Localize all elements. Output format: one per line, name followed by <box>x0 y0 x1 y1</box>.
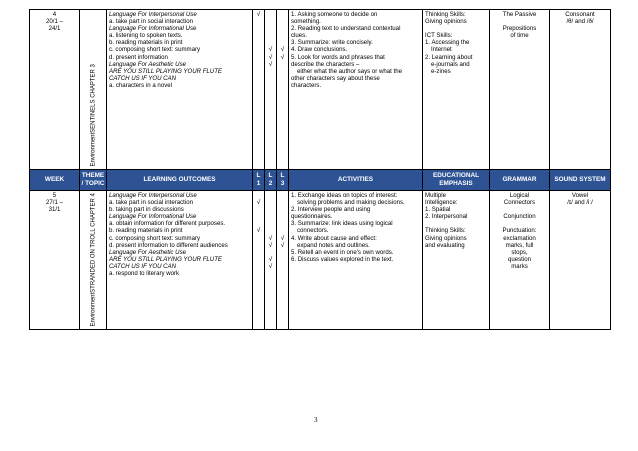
l2-cell <box>265 10 277 170</box>
grammar-line: Conjunction <box>503 213 536 221</box>
tick-mark <box>279 220 286 227</box>
tick-mark <box>255 54 262 61</box>
outcome-line: b. reading materials in print <box>109 39 183 47</box>
outcome-line: Language For Interpersonal Use <box>109 11 197 18</box>
l2-cell <box>265 191 277 330</box>
sound-cell <box>550 10 611 170</box>
outcome-line: a. take part in social interaction <box>109 18 194 26</box>
l3-cell <box>277 10 289 170</box>
header-outcomes: LEARNING OUTCOMES <box>107 170 253 191</box>
tick-mark <box>279 61 286 68</box>
emphasis-line: 1. Spatial <box>425 206 451 214</box>
outcome-line: CATCH US IF YOU CAN <box>109 74 177 82</box>
tick-mark <box>267 82 274 89</box>
tick-mark: √ <box>268 46 273 54</box>
activities-cell <box>289 10 423 170</box>
sound-line: Vowel <box>571 192 589 199</box>
tick-mark <box>255 68 262 75</box>
tick-mark <box>255 61 262 68</box>
activity-line: 3. Summarize: link ideas using logical <box>291 220 393 228</box>
emphasis-line: Thinking Skills: <box>425 11 466 18</box>
tick-mark <box>267 220 274 227</box>
grammar-cell <box>490 191 550 330</box>
activity-line: 2. Interview people and using <box>291 206 371 214</box>
grammar-line <box>492 18 547 25</box>
tick-mark: √ <box>268 234 273 242</box>
table-row <box>30 10 611 170</box>
sound-line: /θ/ and /ð/ <box>566 18 594 26</box>
tick-mark <box>255 249 262 256</box>
learning-outcomes-cell <box>107 191 253 330</box>
tick-mark <box>255 39 262 46</box>
activity-line: 3. Summarize: write concisely. <box>291 39 373 47</box>
page-number: 3 <box>314 416 318 424</box>
tick-mark <box>279 82 286 89</box>
grammar-line: Logical <box>509 192 530 199</box>
tick-mark <box>279 270 286 277</box>
tick-mark <box>279 192 286 199</box>
tick-mark <box>267 192 274 199</box>
outcome-line: d. present information to different audiences <box>109 241 228 249</box>
header-week: WEEK <box>30 170 80 191</box>
header-emphasis: EDUCATIONAL EMPHASIS <box>423 170 490 191</box>
outcome-line: a. take part in social interaction <box>109 199 194 207</box>
tick-mark <box>267 199 274 206</box>
tick-mark <box>255 82 262 89</box>
tick-mark: √ <box>280 53 285 61</box>
tick-mark <box>279 263 286 270</box>
emphasis-line: ICT Skills: <box>425 32 453 40</box>
outcome-line: a. respond to literary work <box>109 270 180 278</box>
tick-mark <box>279 11 286 18</box>
header-row <box>30 170 611 191</box>
header-l3: L 3 <box>277 170 289 191</box>
emphasis-line: and evaluating <box>425 241 465 249</box>
tick-mark <box>267 213 274 220</box>
outcome-line: Language For Interpersonal Use <box>109 192 197 199</box>
activity-line: describe the characters – <box>291 60 360 68</box>
emphasis-line: Giving opinions <box>425 234 467 242</box>
learning-outcomes-cell <box>107 10 253 170</box>
emphasis-cell <box>423 10 490 170</box>
sound-line: Consonant <box>565 11 595 18</box>
activity-line: 2. Reading text to understand contextual <box>291 25 401 33</box>
emphasis-line: e-journals and <box>431 60 470 68</box>
activity-line: 1. Exchange ideas on topics of interest: <box>291 192 398 199</box>
outcome-line: Language For Aesthetic Use <box>109 248 187 256</box>
week-cell: 4 20/1 – 24/1 <box>30 10 80 170</box>
tick-mark <box>255 206 262 213</box>
emphasis-line: e-zines <box>431 67 451 75</box>
tick-mark <box>267 25 274 32</box>
tick-mark <box>255 213 262 220</box>
grammar-line: Connectors <box>503 199 536 207</box>
tick-mark <box>255 25 262 32</box>
emphasis-line: Internet <box>431 46 452 54</box>
emphasis-line: 1. Accessing the <box>425 39 470 47</box>
grammar-line <box>492 206 547 213</box>
tick-mark: √ <box>256 199 261 207</box>
tick-mark <box>255 32 262 39</box>
sound-line: /ɪ/ and /iː/ <box>567 199 593 207</box>
outcome-line: a. characters in a novel <box>109 81 173 89</box>
theme-vertical-text: EnvironmentSTRANDED ON TROLL CHAPTER 4 <box>90 192 97 326</box>
activity-line: 5. Look for words and phrases that <box>291 53 385 61</box>
grammar-line: of time <box>510 32 529 40</box>
tick-mark <box>279 32 286 39</box>
tick-mark <box>267 32 274 39</box>
grammar-line: Punctuation: <box>502 227 537 235</box>
tick-mark: √ <box>280 46 285 54</box>
outcome-line: ARE YOU STILL PLAYING YOUR FLUTE <box>109 67 222 75</box>
tick-mark <box>279 256 286 263</box>
outcome-line: ARE YOU STILL PLAYING YOUR FLUTE <box>109 255 222 263</box>
outcome-line: CATCH US IF YOU CAN <box>109 262 177 270</box>
tick-mark: √ <box>256 11 261 18</box>
tick-mark <box>267 249 274 256</box>
outcome-line: b. taking part in discussions <box>109 206 184 214</box>
tick-mark <box>279 25 286 32</box>
activity-line: either what the author says or what the <box>297 67 403 75</box>
emphasis-line: Multiple <box>425 192 446 199</box>
tick-mark <box>279 206 286 213</box>
activity-line: 6. Discuss values explored in the text. <box>291 255 394 263</box>
activity-line: clues. <box>291 32 307 40</box>
tick-mark <box>267 75 274 82</box>
activity-line: expand notes and outlines. <box>297 241 370 249</box>
activity-line: characters. <box>291 81 322 89</box>
tick-mark: √ <box>268 262 273 270</box>
tick-mark: √ <box>280 241 285 249</box>
sound-cell <box>550 191 611 330</box>
emphasis-line: 2. Learning about <box>425 53 473 61</box>
outcome-line: Language For Informational Use <box>109 213 197 221</box>
week-cell: 5 27/1 – 31/1 <box>30 191 80 330</box>
tick-mark <box>267 206 274 213</box>
tick-mark <box>267 270 274 277</box>
grammar-line: The Passive <box>502 11 537 18</box>
outcome-line: a. listening to spoken texts. <box>109 32 183 40</box>
grammar-cell <box>490 10 550 170</box>
grammar-line: marks, full <box>505 241 534 249</box>
tick-mark: √ <box>268 60 273 68</box>
tick-mark <box>279 68 286 75</box>
tick-mark <box>267 68 274 75</box>
l1-cell <box>253 191 265 330</box>
activity-line: 4. Write about cause and effect: <box>291 234 377 242</box>
theme-cell <box>80 191 107 330</box>
tick-mark <box>267 227 274 234</box>
tick-mark <box>279 227 286 234</box>
tick-mark <box>255 263 262 270</box>
tick-mark: √ <box>280 234 285 242</box>
tick-mark <box>279 213 286 220</box>
tick-mark <box>279 18 286 25</box>
emphasis-line: Intelligence: <box>425 199 458 207</box>
tick-mark <box>255 242 262 249</box>
tick-mark: √ <box>268 53 273 61</box>
tick-mark <box>255 235 262 242</box>
activity-line: something. <box>291 18 321 26</box>
tick-mark <box>267 18 274 25</box>
tick-mark <box>255 46 262 53</box>
grammar-line: exclamation <box>503 234 536 242</box>
tick-mark <box>279 249 286 256</box>
outcome-line: c. composing short text: summary <box>109 46 201 54</box>
emphasis-line <box>425 25 487 32</box>
scheme-of-work-table <box>29 9 611 330</box>
header-grammar: GRAMMAR <box>490 170 550 191</box>
tick-mark: √ <box>268 241 273 249</box>
header-activities: ACTIVITIES <box>289 170 423 191</box>
tick-mark <box>279 199 286 206</box>
grammar-line <box>492 220 547 227</box>
grammar-line: question <box>507 255 532 263</box>
grammar-line: Prepositions <box>502 25 537 33</box>
emphasis-line: 2. Interpersonal <box>425 213 468 221</box>
tick-mark: √ <box>256 227 261 235</box>
header-l1: L 1 <box>253 170 265 191</box>
tick-mark <box>255 18 262 25</box>
emphasis-cell <box>423 191 490 330</box>
tick-mark <box>267 11 274 18</box>
grammar-line: marks <box>511 262 528 270</box>
grammar-line: stops, <box>511 248 528 256</box>
tick-mark: √ <box>268 255 273 263</box>
activities-cell <box>289 191 423 330</box>
activity-line: 1. Asking someone to decide on <box>291 11 378 18</box>
l3-cell <box>277 191 289 330</box>
tick-mark <box>255 256 262 263</box>
activity-line: other characters say about these <box>291 74 380 82</box>
tick-mark <box>279 75 286 82</box>
tick-mark <box>255 75 262 82</box>
activity-line: solving problems and making decisions. <box>297 199 405 207</box>
header-sound: SOUND SYSTEM <box>550 170 611 191</box>
header-theme: THEME / TOPIC <box>80 170 107 191</box>
l1-cell <box>253 10 265 170</box>
activity-line: connectors. <box>297 227 329 235</box>
outcome-line: c. composing short text: summary <box>109 234 201 242</box>
outcome-line: Language For Informational Use <box>109 25 197 33</box>
emphasis-line: Giving opinions <box>425 18 467 26</box>
outcome-line: b. reading materials in print <box>109 227 183 235</box>
emphasis-line: Thinking Skills: <box>425 227 466 235</box>
theme-vertical-text: EnvironmentSENTINELS CHAPTER 3 <box>90 63 97 166</box>
outcome-line: d. present information <box>109 53 168 61</box>
outcome-line: Language For Aesthetic Use <box>109 60 187 68</box>
activity-line: 4. Draw conclusions. <box>291 46 348 54</box>
tick-mark <box>255 270 262 277</box>
table-row <box>30 191 611 330</box>
activity-line: questionnaires. <box>291 213 333 221</box>
theme-cell <box>80 10 107 170</box>
emphasis-line <box>425 220 487 227</box>
activity-line: 5. Retell an event in one's own words. <box>291 248 394 256</box>
header-l2: L 2 <box>265 170 277 191</box>
outcome-line: a. obtain information for different purposes. <box>109 220 226 228</box>
